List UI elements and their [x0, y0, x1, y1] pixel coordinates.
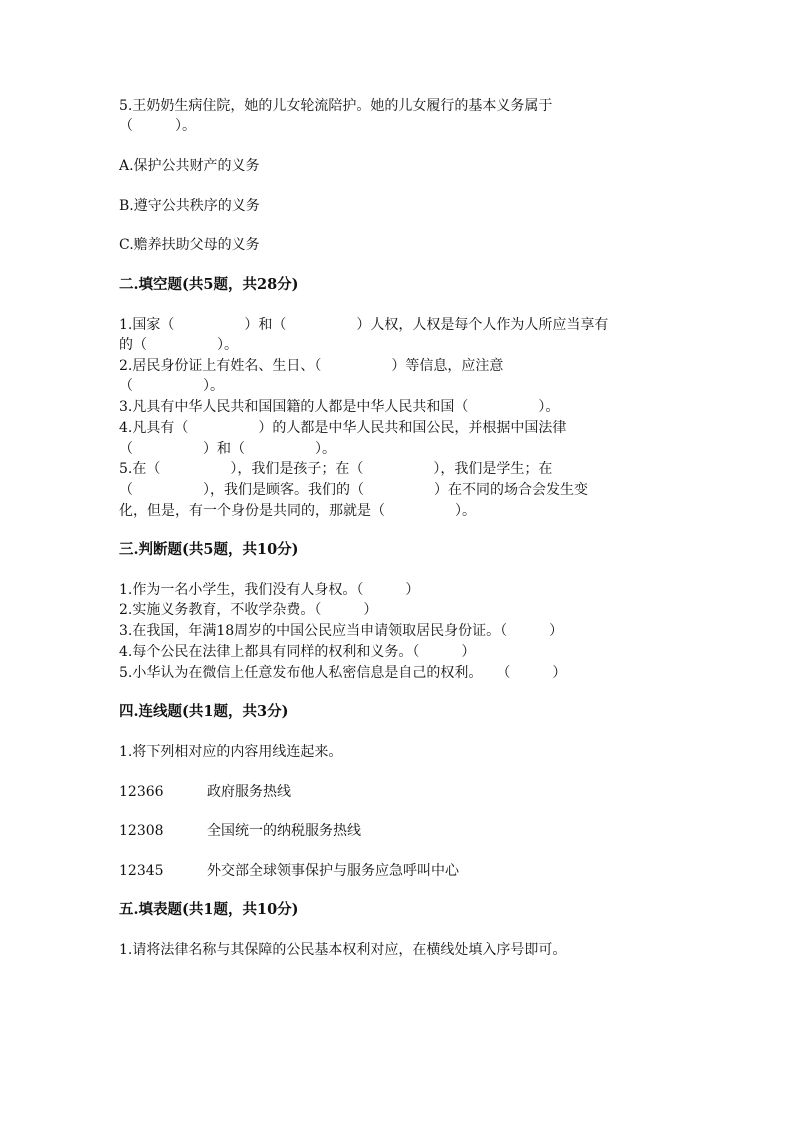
hotline-code: 12308: [119, 823, 164, 839]
q5-text-line2: （ ）。: [119, 118, 196, 134]
hotline-desc: 全国统一的纳税服务热线: [207, 823, 361, 839]
table-question: 1.请将法律名称与其保障的公民基本权利对应，在横线处填入序号即可。: [119, 942, 567, 958]
q5-text-line1: 5.王奶奶生病住院，她的儿女轮流陪护。她的儿女履行的基本义务属于: [119, 98, 553, 114]
hotline-desc: 外交部全球领事保护与服务应急呼叫中心: [207, 863, 459, 879]
match-question: 1.将下列相对应的内容用线连起来。: [119, 744, 343, 760]
hotline-code: 12366: [119, 784, 164, 800]
fill-line: （ ）。: [119, 378, 224, 394]
q5-option-b: B.遵守公共秩序的义务: [119, 198, 260, 214]
judge-line: 2.实施义务教育，不收学杂费。（ ）: [119, 602, 378, 618]
fill-line: 化，但是，有一个身份是共同的，那就是（ ）。: [119, 503, 476, 519]
section2-heading: 二.填空题(共5题，共28分): [119, 276, 299, 293]
fill-line: 4.凡具有（ ）的人都是中华人民共和国公民，并根据中国法律: [119, 420, 567, 436]
fill-line: （ ）和（ ）。: [119, 441, 336, 457]
judge-line: 5.小华认为在微信上任意发布他人私密信息是自己的权利。 （ ）: [119, 665, 567, 681]
judge-line: 3.在我国，年满18周岁的中国公民应当申请领取居民身份证。（ ）: [119, 623, 564, 639]
section5-heading: 五.填表题(共1题，共10分): [119, 901, 299, 918]
fill-line: 3.凡具有中华人民共和国国籍的人都是中华人民共和国（ ）。: [119, 399, 560, 415]
section4-heading: 四.连线题(共1题，共3分): [119, 703, 289, 720]
fill-line: 5.在（ ），我们是孩子；在（ ），我们是学生；在: [119, 461, 553, 477]
fill-line: 的（ ）。: [119, 337, 238, 353]
judge-line: 4.每个公民在法律上都具有同样的权利和义务。（ ）: [119, 644, 476, 660]
q5-option-c: C.赡养扶助父母的义务: [119, 237, 260, 253]
section3-heading: 三.判断题(共5题，共10分): [119, 541, 299, 558]
fill-line: 2.居民身份证上有姓名、生日、（ ）等信息，应注意: [119, 358, 504, 374]
q5-option-a: A.保护公共财产的义务: [119, 158, 260, 174]
hotline-desc: 政府服务热线: [207, 784, 291, 800]
fill-line: 1.国家（ ）和（ ）人权，人权是每个人作为人所应当享有: [119, 317, 609, 333]
judge-line: 1.作为一名小学生，我们没有人身权。（ ）: [119, 582, 420, 598]
hotline-code: 12345: [119, 863, 164, 879]
fill-line: （ ），我们是顾客。我们的（ ）在不同的场合会发生变: [119, 482, 588, 498]
